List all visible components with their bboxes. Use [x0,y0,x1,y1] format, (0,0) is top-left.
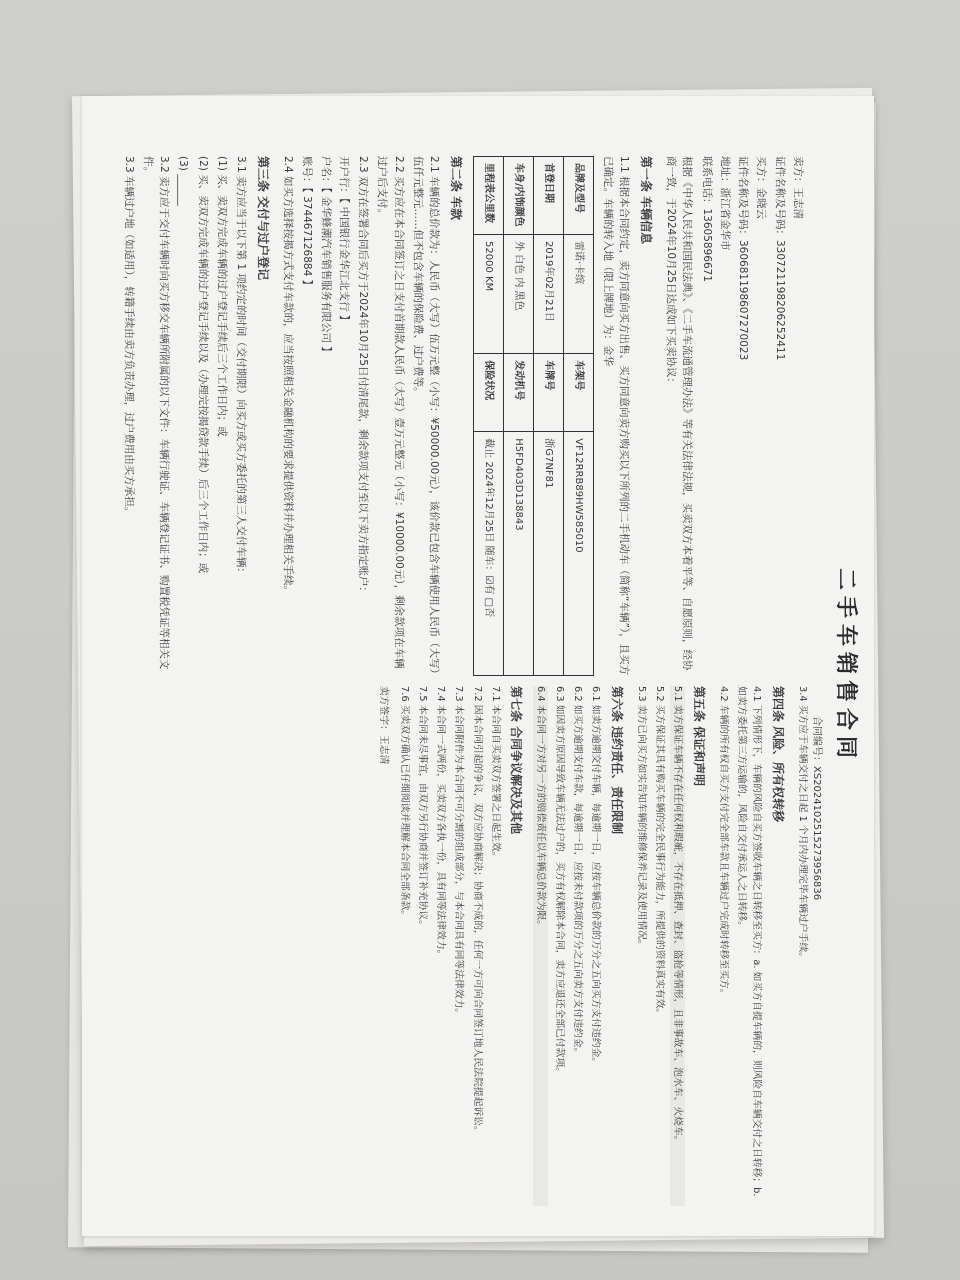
table-cell: 首登日期 [533,157,563,235]
buyer-id: 证件名称及号码：360681198607270023 [737,156,750,361]
seller-signature: 卖方签字：王志清 [377,686,389,765]
article-6-2: 6.2 如买方逾期支付车款，每逾期一日，应按未付款项的万分之五向卖方支付违约金。 [571,686,583,1058]
article-5-2: 5.2 买方保证其具有购买车辆的完全民事行为能力，所提供的资料真实有效。 [653,686,665,1019]
article-2-title: 第二条 车款 [448,156,463,221]
table-cell: H5FD403D138843 [503,432,533,676]
preamble: 根据《中华人民共和国民法典》、《二手车流通管理办法》等有关法律法规，买卖双方本着平等、自愿原则，经协商一致，于2024年10月25日达成如下买卖协议： [665,156,694,671]
article-1-title: 第一条 车辆信息 [638,156,653,245]
article-3-1b: (2) 买、卖双方完成车辆的过户登记手续以及（办理完按揭贷款手续）后三个工作日内；或 [196,156,209,574]
article-5-1: 5.1 卖方保证车辆不存在任何权利瑕疵，不存在抵押、查封、盗抢等情形，且非事故车、泡水车、火烧车。 [670,686,685,1206]
table-cell: 保险状况 [473,354,503,432]
contract-page [82,96,874,1236]
article-5-title: 第五条 保证和声明 [691,686,706,787]
article-5-3: 5.3 卖方已向买方如实告知车辆的维修保养记录及使用情况。 [635,686,647,950]
vehicle-info-table [473,156,594,676]
article-3-title: 第三条 交付与过户登记 [255,156,270,281]
article-7-3: 7.3 本合同附件为本合同不可分割的组成部分，与本合同具有同等法律效力。 [453,686,465,1019]
article-7-1: 7.1 本合同自买卖双方签署之日起生效。 [489,686,501,862]
table-cell: 发动机号 [503,354,533,432]
article-3-1a: (1) 买、卖双方完成车辆的过户登记手续后三个工作日内；或 [215,156,228,437]
article-3-3: 3.3 车辆过户地（如适用），转籍手续由卖方负责办理，过户费用由买方承担。 [122,156,135,518]
article-6-4: 6.4 本合同一方对另一方的赔偿责任以车辆总价款为限。 [533,686,548,1206]
table-row [473,157,503,676]
right-column [373,686,834,1206]
article-6-title: 第六条 违约责任、责任限制 [609,686,624,835]
article-3-4: 3.4 买方应于车辆交付之日起 1 个月内办理完毕车辆过户手续。 [797,686,808,963]
table-row [563,157,593,676]
article-6-1: 6.1 如卖方逾期交付车辆，每逾期一日，应按车辆总价款的万分之五向买方支付违约金。 [590,686,602,1068]
article-7-6: 7.6 买卖双方确认已仔细阅读并理解本合同全部条款。 [398,686,410,921]
table-cell: 车牌号 [533,354,563,432]
seller-name: 卖方：王志清 [792,156,804,219]
table-row [533,157,563,676]
article-7-2: 7.2 因本合同引起的争议，双方应协商解决；协商不成的，任何一方可向合同签订地人民法院提起诉讼。 [471,686,483,1136]
table-cell: 浙G7NF81 [533,432,563,676]
article-7-4: 7.4 本合同一式两份，买卖双方各执一份，具有同等法律效力。 [435,686,447,960]
article-1-1: 1.1 根据本合同约定，卖方同意向买方出售、买方同意向卖方购买以下所列的二手机动车（简称“车辆”），且买方已确定。车辆的转入地（限上牌地）为：金华 [602,156,631,676]
table-cell: 外 白色 内 黑色 [503,235,533,354]
left-column [117,156,834,676]
seller-id: 证件名称及号码：330721198206252411 [773,156,786,361]
account-bank: 开户行：【 中国银行金华江北支行 】 [337,156,350,326]
buyer-name: 买方：金晓云 [755,156,768,219]
article-4-1: 4.1 下列情形下，车辆的风险自买方签收车辆之日转移至买方：a. 如买方自提车辆的，则风险自车辆交付之日转移；b. 如卖方委托第三方运输的，风险自交付承运人之日转移。 [736,686,763,1197]
article-7-5: 7.5 本合同未尽事宜，由双方另行协商并签订补充协议。 [417,686,429,931]
table-row [503,157,533,676]
article-4-2: 4.2 车辆的所有权自买方支付完全部车款且车辆过户完成时转移至买方。 [717,686,729,999]
article-2-2: 2.2 买方应在本合同签订之日支付首期款人民币（大写）壹万元整元（小写：¥10000.00元），剩余款项在车辆过户后支付。 [376,156,405,669]
table-cell: 车身/内饰颜色 [503,157,533,235]
contract-document [82,96,874,1236]
article-3-1c: (3) ______ [177,156,190,206]
article-2-1: 2.1 车辆的总价款为：人民币（大写）伍万元整（小写：¥50000.00元），该价款已包含车辆使用人民币（大写）伍仟元整元……但不包含车辆的保险费、过户费等。 [411,156,441,674]
buyer-phone: 联系电话：13605896671 [700,156,713,282]
article-2-4: 2.4 如买方选择按揭方式支付车款的，应当按照相关金融机构的要求提供资料并办理相关手续。 [282,156,295,597]
article-3-1: 3.1 卖方应当于以下第 1 项约定的时间（交付期限）向买方或买方委托的第三人交付车辆： [235,156,248,578]
buyer-address: 地址：浙江省金华市 [718,156,731,251]
article-4-title: 第四条 风险、所有权转移 [770,686,785,823]
article-6-3: 6.3 如因卖方原因导致车辆无法过户的，买方有权解除本合同，卖方应退还全部已付款项。 [553,686,565,1077]
table-cell: 52000 KM [473,235,503,354]
table-cell: 截止 2024年12月25日 随车：☑有 □否 [473,432,503,676]
account-name: 户名：【 金华蜂潮汽车销售服务有限公司 】 [319,156,332,357]
table-cell: 品牌及型号 [563,157,593,235]
table-cell: 里程表公里数 [473,157,503,235]
contract-number: 合同编号：XS20241025152739568​36 [811,716,822,901]
article-2-3: 2.3 双方在签署合同后买方于2024年10月25日付清尾款，剩余款项支付至以下卖方指定账户： [357,156,370,597]
table-cell: 雷诺·卡缤 [563,235,593,354]
article-3-2: 3.2 卖方应于交付车辆时向买方移交车辆所附属的以下文件：车辆行驶证、车辆登记证书、购置税凭证等相关文件。 [141,156,171,670]
table-cell: VF12RRB89HW585010 [563,432,593,676]
table-cell: 2019年02月21日 [533,235,563,354]
account-number: 账号：【 374467126884 】 [301,156,314,291]
table-cell: 车架号 [563,354,593,432]
article-7-title: 第七条 合同争议解决及其他 [509,686,524,835]
contract-title: 二手车销售合同 [833,567,858,764]
